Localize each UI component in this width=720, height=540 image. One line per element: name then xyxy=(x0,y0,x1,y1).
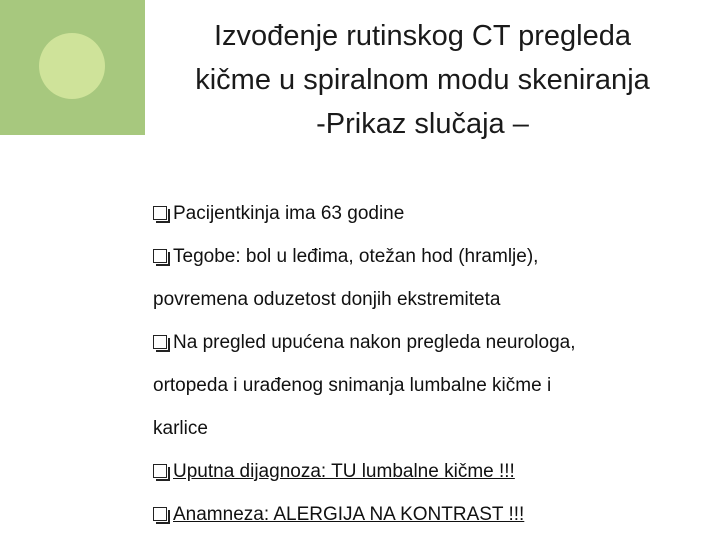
bullet-item-age xyxy=(153,192,713,235)
bullet-text: Na pregled upućena nakon pregleda neurologa, xyxy=(173,332,576,353)
title-line: -Prikaz slučaja – xyxy=(316,108,529,140)
bullet-text: karlice xyxy=(153,418,208,439)
checkbox-square-icon xyxy=(153,335,167,349)
decorative-circle xyxy=(39,33,105,99)
checkbox-square-icon xyxy=(153,464,167,478)
bullet-item-referral-cont xyxy=(153,407,713,450)
checkbox-square-icon xyxy=(153,206,167,220)
bullet-text: Pacijentkinja ima 63 godine xyxy=(173,203,405,224)
bullet-item-symptoms xyxy=(153,235,713,278)
bullet-item-symptoms-cont xyxy=(153,278,713,321)
bullet-list xyxy=(153,192,713,536)
checkbox-square-icon xyxy=(153,507,167,521)
slide-title xyxy=(145,14,700,146)
bullet-text: Anamneza: ALERGIJA NA KONTRAST !!! xyxy=(173,504,525,525)
title-line: Izvođenje rutinskog CT pregleda xyxy=(214,20,631,52)
bullet-text: Tegobe: bol u leđima, otežan hod (hramlje), xyxy=(173,246,539,267)
bullet-item-anamnesis xyxy=(153,493,713,536)
bullet-text: povremena oduzetost donjih ekstremiteta xyxy=(153,289,501,310)
bullet-item-referral xyxy=(153,321,713,364)
decorative-band xyxy=(0,0,145,135)
bullet-text: ortopeda i urađenog snimanja lumbalne kičme i xyxy=(153,375,552,396)
bullet-item-referral-cont xyxy=(153,364,713,407)
checkbox-square-icon xyxy=(153,249,167,263)
title-line: kičme u spiralnom modu skeniranja xyxy=(195,64,650,96)
bullet-item-diagnosis xyxy=(153,450,713,493)
bullet-text: Uputna dijagnoza: TU lumbalne kičme !!! xyxy=(173,461,515,482)
